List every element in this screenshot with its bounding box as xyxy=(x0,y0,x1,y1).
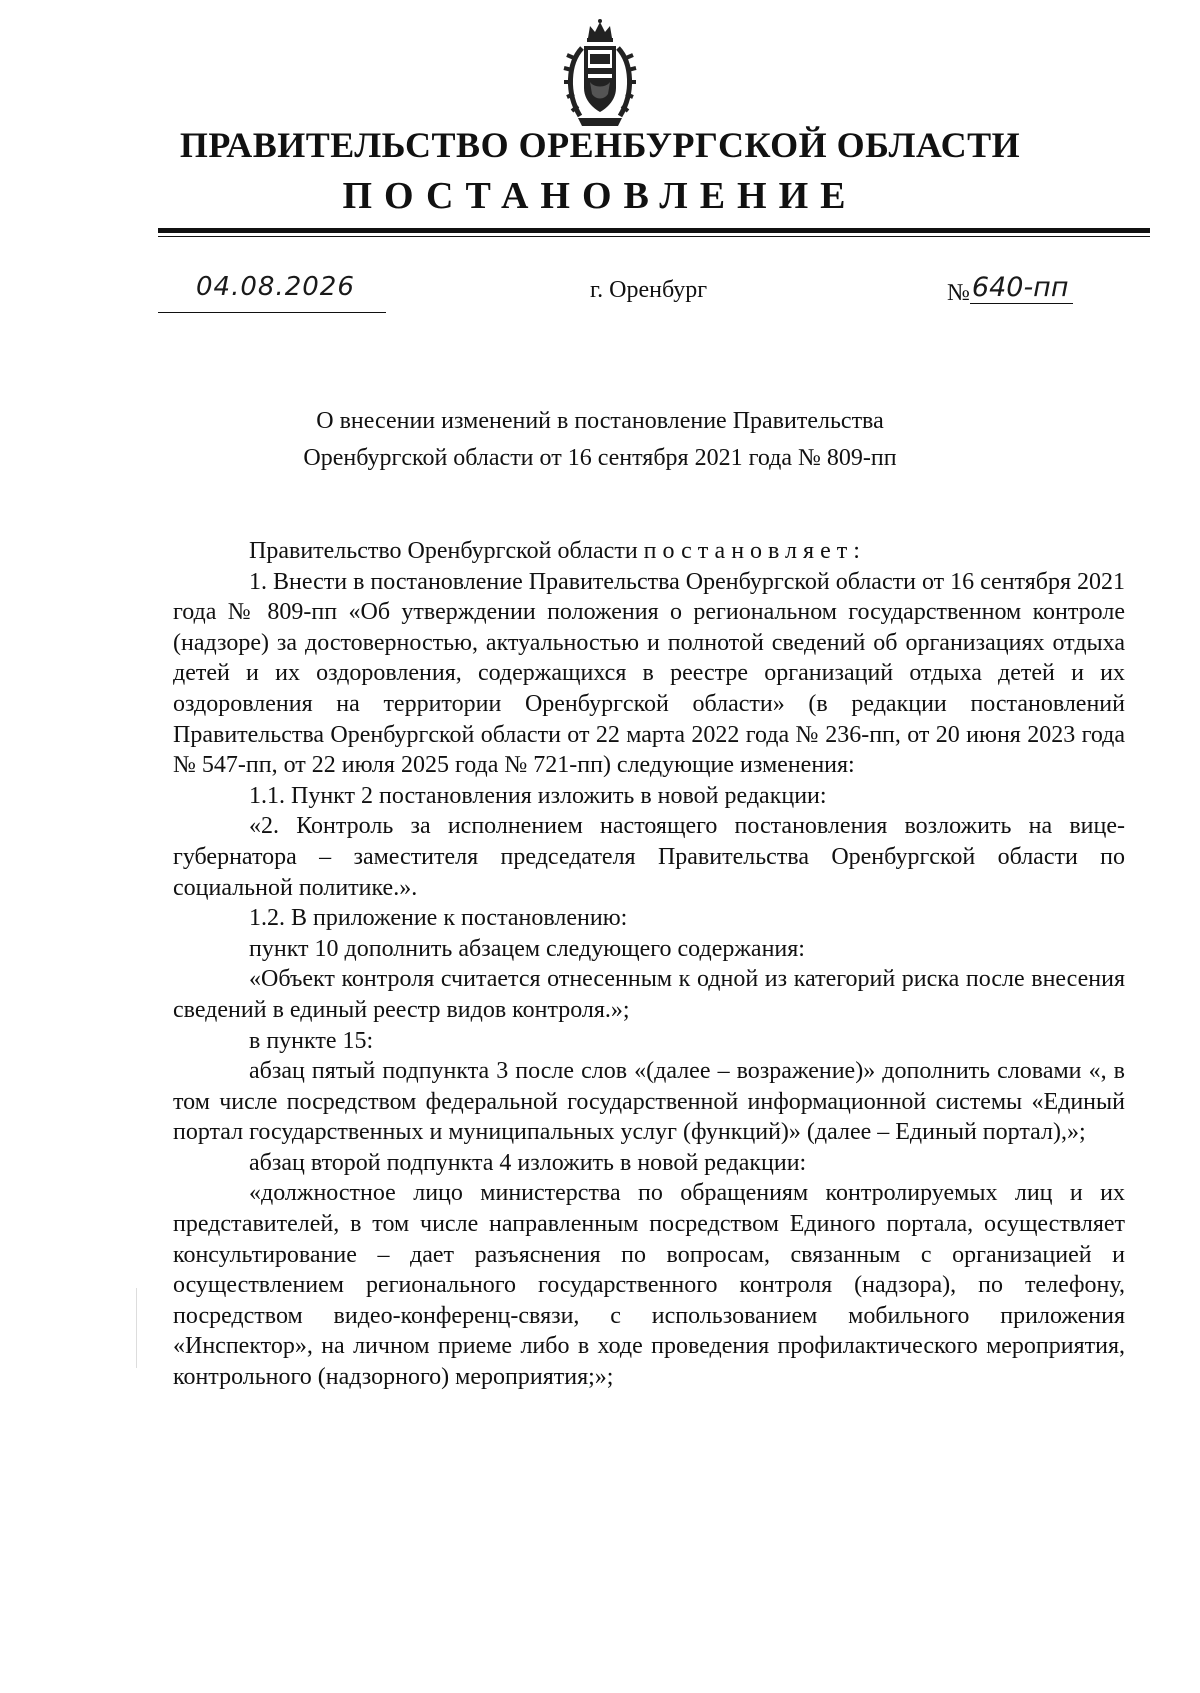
preamble-spaced: постановляет xyxy=(643,538,854,564)
document-type: ПОСТАНОВЛЕНИЕ xyxy=(342,175,858,217)
paragraph-1-2-b: в пункте 15: xyxy=(249,1027,374,1054)
city: г. Оренбург xyxy=(590,277,708,303)
preamble-main: Правительство Оренбургской области xyxy=(249,538,644,564)
coat-of-arms-icon xyxy=(560,18,640,128)
header-rule-thin xyxy=(158,236,1150,237)
scan-margin-mark xyxy=(136,1288,137,1368)
header-rule-thick xyxy=(158,228,1150,233)
date-field xyxy=(158,272,386,313)
preamble-end: : xyxy=(853,538,860,564)
subject-line-1: О внесении изменений в постановление Правительства xyxy=(316,408,884,434)
handwritten-number: 640-пп xyxy=(970,272,1073,304)
document-body xyxy=(173,536,1125,1393)
document-number xyxy=(947,272,1073,312)
preamble xyxy=(173,536,1125,567)
paragraph-1-2: 1.2. В приложение к постановлению: xyxy=(249,905,628,932)
document-subject xyxy=(0,403,1200,477)
paragraph-1: 1. Внести в постановление Правительства Оренбургской области от 16 сентября 2021 года № 809-пп «Об утверждении положения о региональном государственном контроле (надзоре) за достоверностью, актуальностью и полнотой сведений об организациях отдыха детей и их оздоровления, содержащихся в реестре организаций отдыха детей и их оздоровления на территории Оренбургской области» (в редакции постановлений Правительства Оренбургской области от 22 марта 2022 года № 236-пп, от 20 июня 2023 года № 547-пп, от 22 июля 2025 года № 721-пп) следующие изменения: xyxy=(173,568,1126,779)
paragraph-1-2-a: пункт 10 дополнить абзацем следующего содержания: xyxy=(249,935,805,962)
paragraph-1-2-a-text: «Объект контроля считается отнесенным к одной из категорий риска после внесения сведений в единый реестр видов контроля.»; xyxy=(173,966,1125,1023)
subject-line-2: Оренбургской области от 16 сентября 2021 года № 809-пп xyxy=(303,445,897,471)
paragraph-1-2-b2-text: «должностное лицо министерства по обращениям контролируемых лиц и их представителей, в том числе направленным посредством Единого портала, осуществляет консультирование – дает разъяснения по вопросам, связанным с организацией и осуществлением регионального государственного контроля (надзора), по телефону, посредством видео-конференц-связи, с использованием мобильного приложения «Инспектор», на личном приеме либо в ходе проведения профилактического мероприятия, контрольного (надзорного) мероприятия;»; xyxy=(173,1180,1125,1391)
handwritten-date: 04.08.2026 xyxy=(196,272,355,302)
government-title: ПРАВИТЕЛЬСТВО ОРЕНБУРГСКОЙ ОБЛАСТИ xyxy=(179,125,1021,165)
paragraph-1-1-text: «2. Контроль за исполнением настоящего постановления возложить на вице-губернатора – заместителя председателя Правительства Оренбургской области по социальной политике.». xyxy=(173,813,1125,901)
paragraph-1-1: 1.1. Пункт 2 постановления изложить в новой редакции: xyxy=(249,782,827,809)
paragraph-1-2-b1: абзац пятый подпункта 3 после слов «(далее – возражение)» дополнить словами «, в том числе посредством федеральной государственной информационной системы «Единый портал государственных и муниципальных услуг (функций)» (далее – Единый портал),»; xyxy=(173,1058,1125,1146)
paragraph-1-2-b2: абзац второй подпункта 4 изложить в новой редакции: xyxy=(249,1149,807,1176)
number-sign: № xyxy=(947,280,970,306)
